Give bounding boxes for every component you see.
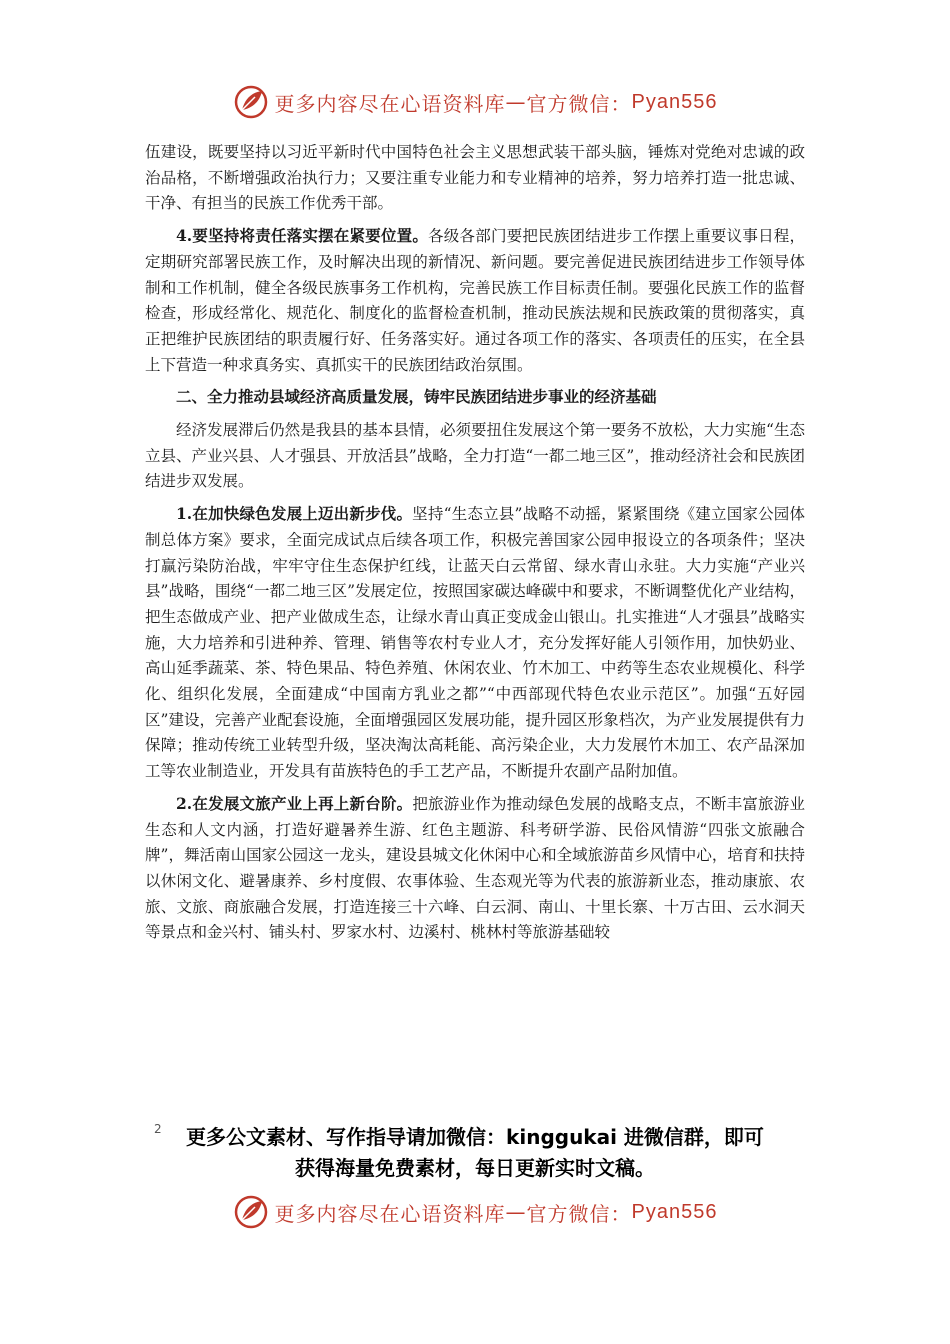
watermark-wechat-label: 官方微信： — [526, 1201, 632, 1226]
watermark-wechat-id: Pyan556 — [631, 1200, 718, 1223]
section-heading: 二、全力推动县域经济高质量发展，铸牢民族团结进步事业的经济基础 — [176, 387, 657, 407]
promo-line-1: 更多公文素材、写作指导请加微信：kinggukai 进微信群，即可 — [186, 1125, 764, 1149]
leaf-logo-icon — [233, 1194, 269, 1230]
paragraph-lead: 2.在发展文旅产业上再上新台阶。 — [176, 793, 413, 813]
footer-watermark — [0, 1192, 950, 1232]
paragraph — [145, 223, 805, 378]
paragraph-text: 把旅游业作为推动绿色发展的战略支点，不断丰富旅游业生态和人文内涵，打造好避暑养生游、红色主题游、科考研学游、民俗风情游“四张文旅融合牌”，舞活南山国家公园这一龙头，建设县城文化休闲中心和全域旅游苗乡风情中心，培育和扶持以休闲文化、避暑康养、乡村度假、农事体验、生态观光等为代表的旅游新业态，推动康旅、农旅、文旅、商旅融合发展，打造连接三十六峰、白云洞、南山、十里长寨、十万古田、云水洞天等景点和金兴村、铺头村、罗家水村、边溪村、桃林村等旅游基础较 — [145, 794, 805, 942]
paragraph-text: 各级各部门要把民族团结进步工作摆上重要议事日程，定期研究部署民族工作，及时解决出现的新情况、新问题。要完善促进民族团结进步工作领导体制和工作机制，健全各级民族事务工作机构，完善民族工作目标责任制。要强化民族工作的监督检查，形成经常化、规范化、制度化的监督检查机制，推动民族法规和民族政策的贯彻落实，真正把维护民族团结的职责履行好、任务落实好。通过各项工作的落实、各项责任的压实，在全县上下营造一种求真务实、真抓实干的民族团结政治氛围。 — [145, 227, 805, 374]
watermark-wechat-id: Pyan556 — [631, 90, 718, 113]
page-mark: 2 — [154, 1122, 162, 1136]
watermark-separator: — — [505, 1200, 527, 1224]
paragraph-lead: 4.要坚持将责任落实摆在紧要位置。 — [176, 226, 429, 246]
paragraph — [145, 140, 805, 217]
header-watermark — [0, 82, 950, 122]
leaf-logo-icon — [233, 84, 269, 120]
watermark-separator: — — [505, 90, 527, 114]
paragraph — [145, 418, 805, 495]
promo-callout — [120, 1122, 830, 1184]
watermark-wechat-label: 官方微信： — [526, 91, 632, 116]
promo-line-2: 获得海量免费素材，每日更新实时文稿。 — [295, 1156, 655, 1180]
paragraph-lead: 1.在加快绿色发展上迈出新步伐。 — [176, 504, 413, 524]
document-body — [145, 140, 805, 952]
paragraph — [145, 791, 805, 946]
watermark-text: 更多内容尽在心语资料库 — [274, 1201, 506, 1226]
paragraph-text: 坚持“生态立县”战略不动摇，紧紧围绕《建立国家公园体制总体方案》要求，全面完成试点后续各项工作，积极完善国家公园申报设立的各项条件；坚决打赢污染防治战，牢牢守住生态保护红线，让蓝天白云常留、绿水青山永驻。大力实施“产业兴县”战略，围绕“一都二地三区”发展定位，按照国家碳达峰碳中和要求，不断调整优化产业结构，把生态做成产业、把产业做成生态，让绿水青山真正变成金山银山。扎实推进“人才强县”战略实施，大力培养和引进种养、管理、销售等农村专业人才，充分发挥好能人引领作用，加快奶业、高山延季蔬菜、茶、特色果品、特色养殖、休闲农业、竹木加工、中药等生态农业规模化、科学化、组织化发展，全面建成“中国南方乳业之都”“中西部现代特色农业示范区”。加强“五好园区”建设，完善产业配套设施，全面增强园区发展功能，提升园区形象档次，为产业发展提供有力保障；推动传统工业转型升级，坚决淘汰高耗能、高污染企业，大力发展竹木加工、农产品深加工等农业制造业，开发具有苗族特色的手工艺产品，不断提升农副产品附加值。 — [145, 505, 805, 781]
watermark-text: 更多内容尽在心语资料库 — [274, 91, 506, 116]
paragraph-text: 伍建设，既要坚持以习近平新时代中国特色社会主义思想武装干部头脑，锤炼对党绝对忠诚的政治品格，不断增强政治执行力；又要注重专业能力和专业精神的培养，努力培养打造一批忠诚、干净、有担当的民族工作优秀干部。 — [145, 143, 805, 213]
paragraph-text: 经济发展滞后仍然是我县的基本县情，必须要扭住发展这个第一要务不放松，大力实施“生态立县、产业兴县、人才强县、开放活县”战略，全力打造“一都二地三区”，推动经济社会和民族团结进步双发展。 — [145, 421, 805, 491]
paragraph — [145, 501, 805, 785]
